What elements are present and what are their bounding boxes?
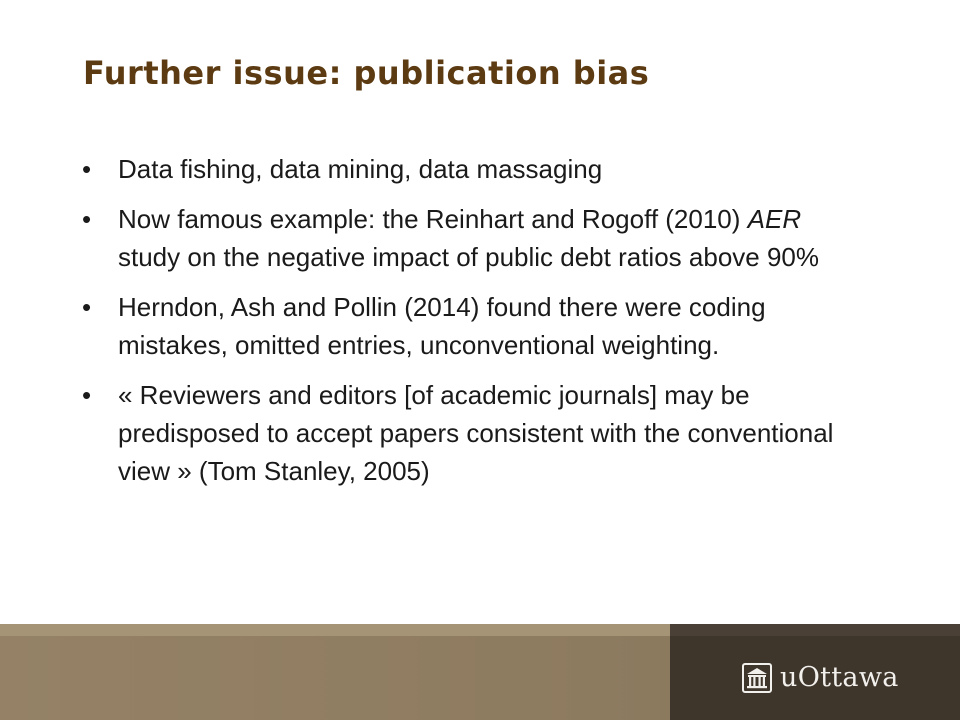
bullet-marker: • [82, 292, 92, 322]
footer-band-highlight [0, 624, 670, 636]
bullet-item [82, 150, 862, 188]
bullet-item [82, 288, 862, 364]
uottawa-logo [742, 662, 899, 693]
footer-band [0, 624, 670, 720]
bullet-item [82, 376, 862, 490]
bullet-marker: • [82, 154, 92, 184]
bullet-marker: • [82, 380, 92, 410]
bullet-text: « Reviewers and editors [of academic journals] may be predisposed to accept papers consistent with the conventional view » (Tom Stanley, 2005) [118, 380, 834, 486]
bullet-list [82, 150, 862, 502]
bullet-text: Data fishing, data mining, data massaging [118, 154, 603, 184]
bullet-item [82, 200, 862, 276]
footer-logo-area [670, 624, 960, 720]
bullet-text: Herndon, Ash and Pollin (2014) found there were coding mistakes, omitted entries, unconventional weighting. [118, 292, 766, 360]
bullet-text: Now famous example: the Reinhart and Rogoff (2010) AER study on the negative impact of public debt ratios above 90% [118, 204, 819, 272]
footer-logo-highlight [670, 624, 960, 636]
footer [0, 624, 960, 720]
bullet-marker: • [82, 204, 92, 234]
slide-title: Further issue: publication bias [83, 54, 650, 92]
university-building-icon [742, 663, 772, 693]
logo-wordmark: uOttawa [780, 662, 899, 693]
journal-abbreviation: AER [747, 204, 802, 234]
